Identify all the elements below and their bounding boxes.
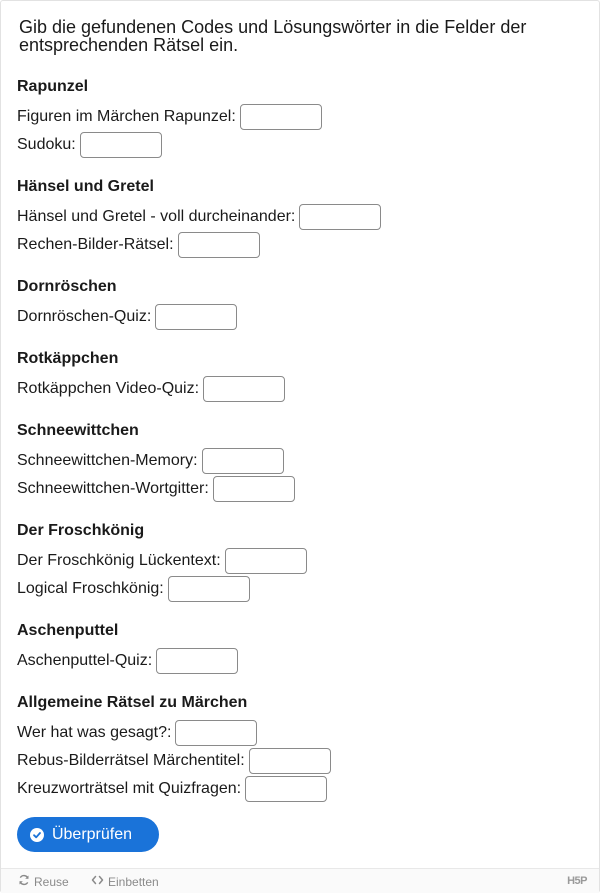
field-label: Aschenputtel-Quiz:: [17, 652, 153, 669]
section-allgemeine-raetsel: [17, 694, 331, 802]
field-row: [17, 304, 237, 330]
h5p-logo[interactable]: H5P: [567, 875, 587, 887]
instructions-text: Gib die gefundenen Codes und Lösungswörter in die Felder der entsprechenden Rätsel ein.: [19, 17, 527, 55]
field-label: Rebus-Bilderrätsel Märchentitel:: [17, 752, 245, 769]
section-der-froschkoenig: [17, 522, 307, 602]
code-input[interactable]: [155, 304, 237, 330]
section-rotkaeppchen: [17, 350, 285, 402]
section-title: Der Froschkönig: [17, 522, 145, 539]
section-title: Schneewittchen: [17, 422, 139, 439]
footer-bar: [1, 868, 599, 893]
code-input[interactable]: [225, 548, 307, 574]
field-label: Figuren im Märchen Rapunzel:: [17, 108, 236, 125]
field-row: [17, 232, 381, 258]
field-label: Dornröschen-Quiz:: [17, 308, 152, 325]
field-label: Wer hat was gesagt?:: [17, 724, 172, 741]
code-input[interactable]: [249, 748, 331, 774]
code-input[interactable]: [299, 204, 381, 230]
field-row: [17, 132, 322, 158]
check-circle-icon: [30, 828, 44, 842]
field-row: [17, 720, 331, 746]
check-button-label: Überprüfen: [51, 825, 133, 843]
section-title: Hänsel und Gretel: [17, 178, 154, 195]
check-button[interactable]: [17, 817, 159, 852]
field-label: Hänsel und Gretel - voll durcheinander:: [17, 208, 296, 225]
reuse-icon: [18, 874, 30, 889]
section-dornroeschen: [17, 278, 237, 330]
field-row: [17, 748, 331, 774]
field-label: Der Froschkönig Lückentext:: [17, 552, 221, 569]
code-input[interactable]: [175, 720, 257, 746]
field-row: [17, 576, 307, 602]
field-row: [17, 376, 285, 402]
field-label: Rotkäppchen Video-Quiz:: [17, 380, 200, 397]
code-input[interactable]: [245, 776, 327, 802]
field-row: [17, 204, 381, 230]
embed-label: Einbetten: [108, 874, 159, 889]
field-label: Schneewittchen-Wortgitter:: [17, 480, 209, 497]
section-rapunzel: [17, 78, 322, 158]
section-title: Dornröschen: [17, 278, 117, 295]
code-input[interactable]: [213, 476, 295, 502]
reuse-button[interactable]: [18, 874, 69, 889]
field-label: Kreuzworträtsel mit Quizfragen:: [17, 780, 242, 797]
code-input[interactable]: [168, 576, 250, 602]
code-input[interactable]: [156, 648, 238, 674]
field-row: [17, 648, 238, 674]
section-title: Allgemeine Rätsel zu Märchen: [17, 694, 248, 711]
reuse-label: Reuse: [34, 874, 69, 889]
field-row: [17, 448, 295, 474]
field-row: [17, 104, 322, 130]
code-input[interactable]: [240, 104, 322, 130]
code-input[interactable]: [202, 448, 284, 474]
section-title: Aschenputtel: [17, 622, 119, 639]
section-title: Rapunzel: [17, 78, 89, 95]
section-schneewittchen: [17, 422, 295, 502]
field-row: [17, 476, 295, 502]
code-input[interactable]: [203, 376, 285, 402]
code-input[interactable]: [178, 232, 260, 258]
field-label: Schneewittchen-Memory:: [17, 452, 198, 469]
section-aschenputtel: [17, 622, 238, 674]
code-icon: [91, 874, 104, 889]
section-haensel-und-gretel: [17, 178, 381, 258]
embed-button[interactable]: [91, 874, 159, 889]
field-row: [17, 776, 331, 802]
field-label: Sudoku:: [17, 136, 76, 153]
code-input[interactable]: [80, 132, 162, 158]
field-row: [17, 548, 307, 574]
field-label: Rechen-Bilder-Rätsel:: [17, 236, 174, 253]
section-title: Rotkäppchen: [17, 350, 119, 367]
field-label: Logical Froschkönig:: [17, 580, 164, 597]
